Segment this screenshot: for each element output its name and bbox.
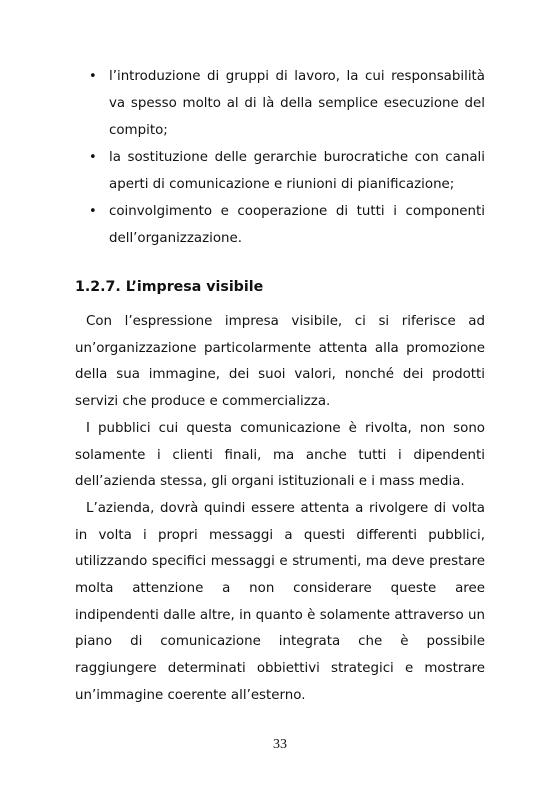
list-item — [75, 144, 485, 198]
bullet-icon: • — [89, 69, 97, 84]
bullet-icon: • — [89, 204, 97, 219]
list-item-text: la sostituzione delle gerarchie burocratiche con canali aperti di comunicazione e riunioni di pianificazione; — [109, 150, 485, 192]
list-item-text: coinvolgimento e cooperazione di tutti i componenti dell’organizzazione. — [109, 204, 485, 246]
list-item — [75, 198, 485, 252]
section-heading: 1.2.7. L’impresa visibile — [75, 279, 264, 295]
bullet-icon: • — [89, 150, 97, 165]
list-item — [75, 63, 485, 144]
paragraph: L’azienda, dovrà quindi essere attenta a rivolgere di volta in volta i propri messaggi a questi differenti pubblici, utilizzando specifici messaggi e strumenti, ma deve prestare molta attenzione a non considerare queste aree indipendenti dalle altre, in quanto è solamente attraverso un piano di comunicazione integrata che è possibile raggiungere determinati obbiettivi strategici e mostrare un’immagine coerente all’esterno. — [75, 500, 485, 703]
bullet-list — [75, 63, 485, 252]
list-item-text: l’introduzione di gruppi di lavoro, la cui responsabilità va spesso molto al di là della semplice esecuzione del compito; — [109, 69, 485, 138]
section-body — [75, 309, 485, 710]
page-number: 33 — [273, 737, 287, 752]
paragraph: Con l’espressione impresa visibile, ci si riferisce ad un’organizzazione particolarmente attenta alla promozione della sua immagine, dei suoi valori, nonché dei prodotti servizi che produce e commercializza. — [75, 314, 485, 410]
paragraph: I pubblici cui questa comunicazione è rivolta, non sono solamente i clienti finali, ma anche tutti i dipendenti dell’azienda stessa, gli organi istituzionali e i mass media. — [75, 420, 485, 490]
